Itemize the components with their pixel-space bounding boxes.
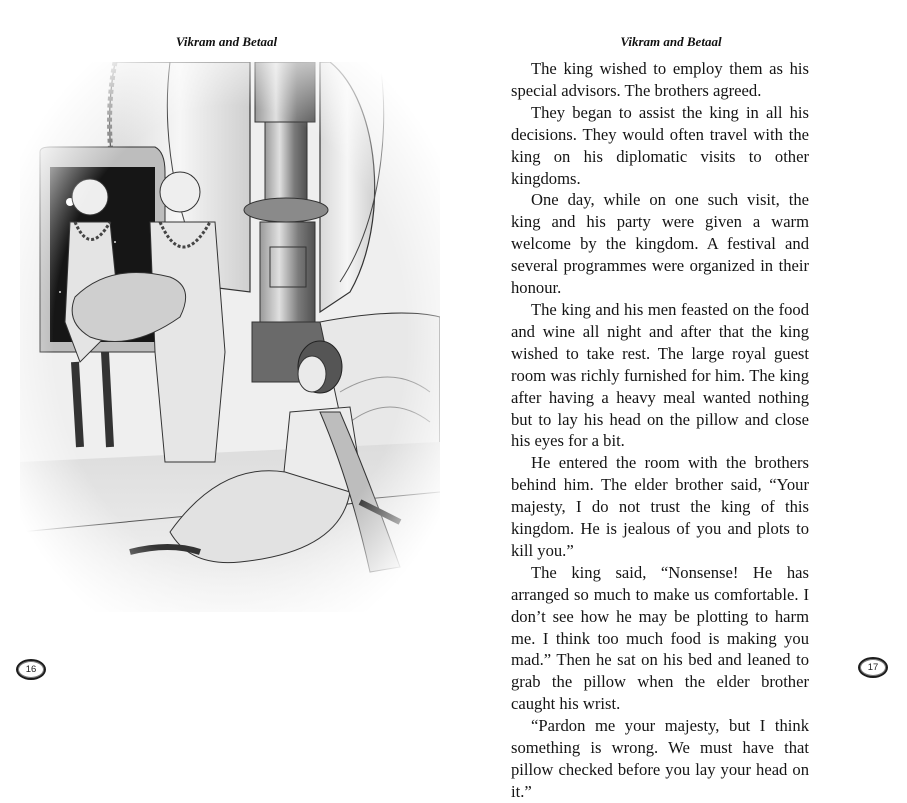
paragraph: “Pardon me your majesty, but I think something is wrong. We must have that pillow checked before you lay your head on it.” xyxy=(511,716,809,801)
page-number-left: 16 xyxy=(16,659,46,680)
paragraph: One day, while on one such visit, the king and his party were given a warm welcome by the kingdom. A festival and several programmes were organized in their honour. xyxy=(511,190,809,298)
running-head-right: Vikram and Betaal xyxy=(620,34,722,49)
illustration-art xyxy=(20,62,440,612)
page-number-right: 17 xyxy=(858,657,888,678)
running-head-left: Vikram and Betaal xyxy=(175,34,278,49)
paragraph: The king said, “Nonsense! He has arranged so much to make us comfortable. I don’t see how he may be plotting to harm me. I think too much food is making you mad.” Then he sat on his bed and leaned to grab the pillow when the elder brother caught his wrist. xyxy=(511,562,809,714)
paragraph: They began to assist the king in all his decisions. They would often travel with the king on his diplomatic visits to other kingdoms. xyxy=(511,102,809,188)
paragraph: The king and his men feasted on the food and wine all night and after that the king wished to take rest. The large royal guest room was richly furnished for him. The king after having a heavy meal wanted nothing but to lay his head on the pillow and close his eyes for a bit. xyxy=(511,299,809,451)
story-illustration xyxy=(20,62,440,612)
paragraph: He entered the room with the brothers behind him. The elder brother said, “Your majesty, I do not trust the king of this kingdom. He is jealous of you and plots to kill you.” xyxy=(511,453,809,560)
story-text xyxy=(511,58,809,803)
right-page xyxy=(453,0,907,801)
left-page xyxy=(0,0,453,700)
paragraph: The king wished to employ them as his special advisors. The brothers agreed. xyxy=(511,59,809,100)
